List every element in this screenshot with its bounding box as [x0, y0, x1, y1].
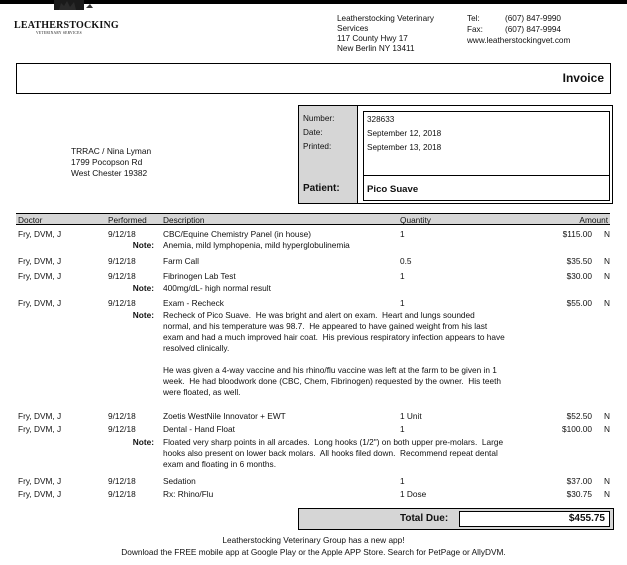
table-header [16, 213, 610, 225]
printed-date: September 13, 2018 [367, 143, 442, 152]
row-performed: 9/12/18 [108, 229, 136, 239]
row-performed: 9/12/18 [108, 489, 136, 499]
note-label: Note: [132, 310, 154, 320]
row-description: Sedation [163, 476, 196, 486]
row-tax: N [604, 489, 610, 499]
row-amount: $30.00 [566, 271, 592, 281]
invoice-date: September 12, 2018 [367, 129, 442, 138]
row-performed: 9/12/18 [108, 271, 136, 281]
row-description: Zoetis WestNile Innovator + EWT [163, 411, 286, 421]
note-label: Note: [132, 240, 154, 250]
invoice-title: Invoice [562, 71, 604, 85]
row-amount: $30.75 [566, 489, 592, 499]
col-description: Description [163, 215, 205, 225]
row-tax: N [604, 229, 610, 239]
col-quantity: Quantity [400, 215, 431, 225]
footer-app-announcement: Leatherstocking Veterinary Group has a new app! [222, 535, 405, 545]
row-doctor: Fry, DVM, J [18, 256, 62, 266]
website-link[interactable]: www.leatherstockingvet.com [467, 36, 571, 45]
patient-divider [363, 175, 609, 176]
clinic-line: New Berlin NY 13411 [337, 44, 415, 53]
row-quantity: 1 [400, 476, 405, 486]
col-doctor: Doctor [18, 215, 43, 225]
row-amount: $55.00 [566, 298, 592, 308]
logo-subtitle: VETERINARY SERVICES [36, 31, 82, 35]
bill-to-line: TRRAC / Nina Lyman [71, 146, 152, 156]
row-amount: $115.00 [562, 229, 592, 239]
total-due-amount: $455.75 [568, 513, 605, 524]
bill-to-address [71, 146, 151, 179]
row-quantity: 1 [400, 298, 405, 308]
row-amount: $52.50 [566, 411, 592, 421]
row-amount: $100.00 [562, 424, 592, 434]
row-description: Exam - Recheck [163, 298, 224, 308]
clinic-line: Services [337, 24, 369, 33]
row-quantity: 1 [400, 424, 405, 434]
number-label: Number: [303, 114, 335, 123]
row-description: Fibrinogen Lab Test [163, 271, 236, 281]
date-label: Date: [303, 128, 323, 137]
row-description: CBC/Equine Chemistry Panel (in house) [163, 229, 312, 239]
note-text: 400mg/dL- high normal result [163, 283, 271, 293]
row-doctor: Fry, DVM, J [18, 271, 62, 281]
row-quantity: 0.5 [400, 256, 412, 266]
total-due-label: Total Due: [400, 513, 449, 524]
invoice-info-box [298, 105, 613, 204]
contact-labels [467, 14, 483, 35]
invoice-number: 328633 [367, 115, 395, 124]
contact-values [505, 14, 561, 35]
row-tax: N [604, 271, 610, 281]
row-doctor: Fry, DVM, J [18, 476, 62, 486]
row-tax: N [604, 424, 610, 434]
patient-label: Patient: [303, 183, 340, 194]
clinic-line: 117 County Hwy 17 [337, 34, 408, 43]
row-performed: 9/12/18 [108, 256, 136, 266]
row-description: Rx: Rhino/Flu [163, 489, 214, 499]
row-quantity: 1 Unit [400, 411, 422, 421]
printed-label: Printed: [303, 142, 332, 151]
note-label: Note: [132, 437, 154, 447]
bill-to-line: 1799 Pocopson Rd [71, 157, 143, 167]
fax-label: Fax: [467, 24, 483, 34]
fax-value: (607) 847-9994 [505, 24, 561, 34]
row-doctor: Fry, DVM, J [18, 229, 62, 239]
row-description: Farm Call [163, 256, 199, 266]
logo-name: LEATHERSTOCKING [14, 20, 119, 31]
bill-to-line: West Chester 19382 [71, 168, 148, 178]
footer-app-download: Download the FREE mobile app at Google Play or the Apple APP Store. Search for PetPage or AllyDVM. [121, 547, 506, 557]
row-tax: N [604, 256, 610, 266]
row-tax: N [604, 298, 610, 308]
col-performed: Performed [108, 215, 147, 225]
col-amount: Amount [579, 215, 608, 225]
row-tax: N [604, 476, 610, 486]
note-text: Anemia, mild lymphopenia, mild hyperglobulinemia [163, 240, 350, 250]
invoice-title-bar [16, 63, 611, 94]
tel-value: (607) 847-9990 [505, 14, 561, 23]
patient-name: Pico Suave [367, 184, 419, 195]
row-quantity: 1 [400, 229, 405, 239]
row-quantity: 1 [400, 271, 405, 281]
row-doctor: Fry, DVM, J [18, 489, 62, 499]
row-performed: 9/12/18 [108, 424, 136, 434]
row-amount: $37.00 [566, 476, 592, 486]
row-doctor: Fry, DVM, J [18, 298, 62, 308]
total-due-value-box [459, 511, 610, 527]
row-description: Dental - Hand Float [163, 424, 235, 434]
clinic-line: Leatherstocking Veterinary [337, 14, 434, 23]
tel-label: Tel: [467, 14, 480, 23]
row-performed: 9/12/18 [108, 476, 136, 486]
row-doctor: Fry, DVM, J [18, 411, 62, 421]
row-tax: N [604, 411, 610, 421]
note-text: Recheck of Pico Suave. He was bright and alert on exam. Heart and lungs sounded normal, and his temperature was 98.7. He appeared to have gained weight from his last exam and had a much improved hair coat. His previous respiratory infection appears to have resolved clinically. He was given a 4-way vaccine and his rhino/flu vaccine was left at the farm to be given in 1 week. He had bloodwork done (CBC, Chem, Fibrinogen) requested by the owner. His teeth were floated, as well. [163, 310, 505, 397]
clinic-address [337, 14, 434, 54]
note-label: Note: [132, 283, 154, 293]
row-performed: 9/12/18 [108, 298, 136, 308]
row-performed: 9/12/18 [108, 411, 136, 421]
row-quantity: 1 Dose [400, 489, 427, 499]
total-due-box [298, 508, 614, 530]
note-text: Floated very sharp points in all arcades. Long hooks (1/2") on both upper pre-molars. Large hooks also present on lower back molars. All hooks filed down. Recommend repeat dental exam and floating in 6 months. [163, 437, 504, 469]
row-doctor: Fry, DVM, J [18, 424, 62, 434]
row-amount: $35.50 [566, 256, 592, 266]
